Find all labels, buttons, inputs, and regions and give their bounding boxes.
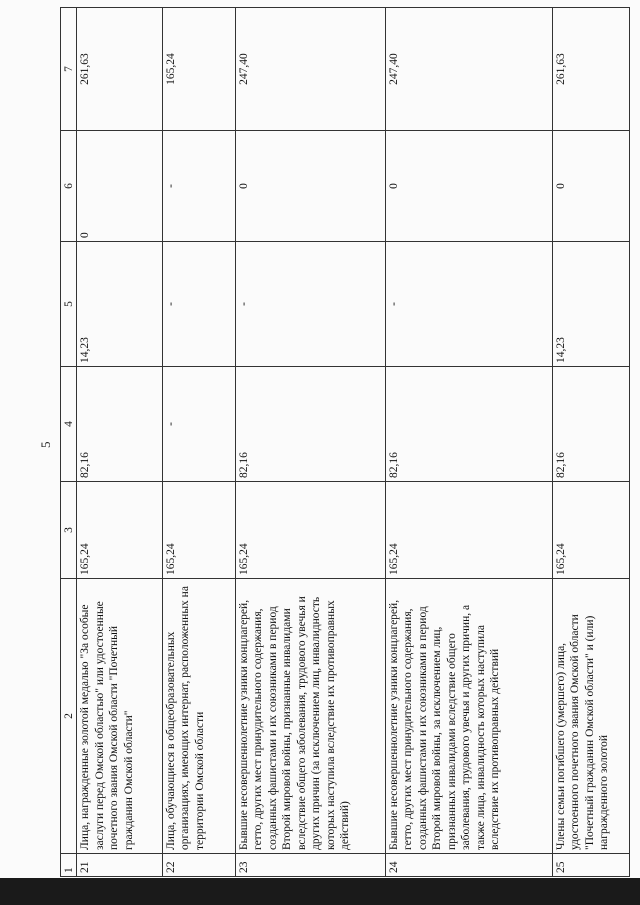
row-description: Лица, награжденные золотой медалью "За особые заслуги перед Омской областью" или удостоенные почетного звания Омской области "Почетный гражданин Омской области" xyxy=(77,579,163,854)
table-row xyxy=(162,8,235,877)
table-row xyxy=(552,8,629,877)
header-cell: 2 xyxy=(61,579,77,854)
row-number: 21 xyxy=(77,854,163,877)
table-row xyxy=(385,8,552,877)
value-cell: 165,24 xyxy=(235,482,385,579)
value-cell: - xyxy=(162,242,235,367)
value-cell: 247,40 xyxy=(385,8,552,131)
value-cell: - xyxy=(162,131,235,242)
value-cell: 247,40 xyxy=(235,8,385,131)
row-number: 25 xyxy=(552,854,629,877)
row-number: 24 xyxy=(385,854,552,877)
value-cell: - xyxy=(385,242,552,367)
value-cell: 165,24 xyxy=(385,482,552,579)
value-cell: 0 xyxy=(235,131,385,242)
value-cell: 14,23 xyxy=(77,242,163,367)
value-cell: 261,63 xyxy=(552,8,629,131)
value-cell: - xyxy=(235,242,385,367)
table-row xyxy=(77,8,163,877)
header-cell: 5 xyxy=(61,242,77,367)
row-description: Бывшие несовершеннолетние узники концлагерей, гетто, других мест принудительного содержания, созданных фашистами и их союзниками в период Второй мировой войны, признанные инвалидами вследствие общего заболевания, трудового увечья и других причин (за исключением лиц, инвалидность которых наступила вследствие их противоправных действий) xyxy=(235,579,385,854)
row-description: Бывшие несовершеннолетние узники концлагерей, гетто, других мест принудительного содержания, созданных фашистами и их союзниками в период Второй мировой войны, за исключением лиц, признанных инвалидами вследствие общего заболевания, трудового увечья и других причин, а также лица, инвалидность которых наступила вследствие их противоправных действий xyxy=(385,579,552,854)
row-number: 22 xyxy=(162,854,235,877)
value-cell: 0 xyxy=(552,131,629,242)
value-cell: - xyxy=(162,367,235,482)
table-row xyxy=(235,8,385,877)
value-cell: 165,24 xyxy=(77,482,163,579)
value-cell: 0 xyxy=(77,131,163,242)
value-cell: 82,16 xyxy=(235,367,385,482)
row-description: Лица, обучающиеся в общеобразовательных организациях, имеющих интернат, расположенных на территории Омской области xyxy=(162,579,235,854)
value-cell: 165,24 xyxy=(162,8,235,131)
header-cell: 7 xyxy=(61,8,77,131)
header-row xyxy=(61,8,77,877)
row-number: 23 xyxy=(235,854,385,877)
value-cell: 14,23 xyxy=(552,242,629,367)
value-cell: 82,16 xyxy=(77,367,163,482)
header-cell: 4 xyxy=(61,367,77,482)
row-description: Члены семьи погибшего (умершего) лица, удостоенного почетного звания Омской области "Почетный гражданин Омской области" и (или) награжденного золотой xyxy=(552,579,629,854)
value-cell: 82,16 xyxy=(385,367,552,482)
header-cell: 6 xyxy=(61,131,77,242)
tariff-table xyxy=(60,7,630,877)
value-cell: 82,16 xyxy=(552,367,629,482)
value-cell: 165,24 xyxy=(552,482,629,579)
rotated-table-wrapper xyxy=(60,53,630,877)
header-cell: 3 xyxy=(61,482,77,579)
header-cell: 1 xyxy=(61,854,77,877)
value-cell: 165,24 xyxy=(162,482,235,579)
scan-edge xyxy=(0,878,640,905)
value-cell: 261,63 xyxy=(77,8,163,131)
value-cell: 0 xyxy=(385,131,552,242)
page-number: 5 xyxy=(38,441,53,448)
